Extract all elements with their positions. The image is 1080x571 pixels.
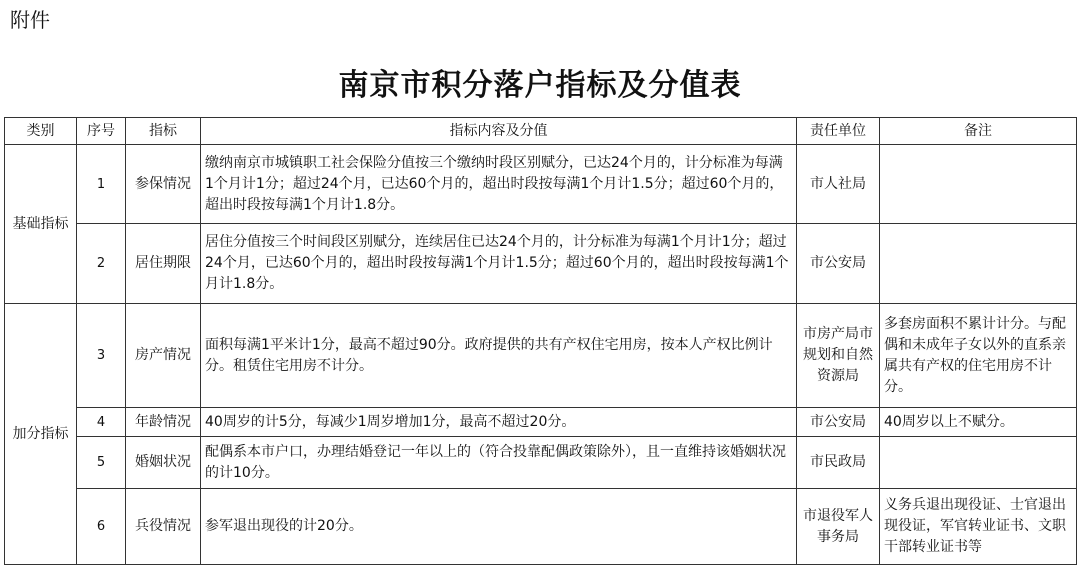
note-cell: 40周岁以上不赋分。 [880,408,1077,437]
indicator-name: 年龄情况 [126,408,201,437]
row-number: 3 [77,304,126,408]
row-number: 6 [77,489,126,565]
column-header-number: 序号 [77,118,126,145]
note-cell: 义务兵退出现役证、士官退出现役证，军官转业证书、文职干部转业证书等 [880,489,1077,565]
column-header-category: 类别 [5,118,77,145]
note-cell [880,224,1077,304]
table-row [5,224,1077,304]
responsible-unit: 市公安局 [797,408,880,437]
column-header-note: 备注 [880,118,1077,145]
row-number: 1 [77,145,126,224]
indicator-name: 婚姻状况 [126,437,201,489]
row-number: 2 [77,224,126,304]
category-cell-bonus: 加分指标 [5,304,77,565]
responsible-unit: 市退役军人事务局 [797,489,880,565]
responsible-unit: 市人社局 [797,145,880,224]
table-row [5,408,1077,437]
score-table [4,117,1077,565]
category-cell-basic: 基础指标 [5,145,77,304]
responsible-unit: 市民政局 [797,437,880,489]
table-row [5,489,1077,565]
indicator-content: 居住分值按三个时间段区别赋分，连续居住已达24个月的，计分标准为每满1个月计1分；超过24个月，已达60个月的，超出时段按每满1个月计1.5分；超过60个月的，超出时段按每满1个月计1.8分。 [201,224,797,304]
responsible-unit: 市房产局市规划和自然资源局 [797,304,880,408]
table-header-row [5,118,1077,145]
indicator-content: 缴纳南京市城镇职工社会保险分值按三个缴纳时段区别赋分，已达24个月的，计分标准为每满1个月计1分；超过24个月，已达60个月的，超出时段按每满1个月计1.5分；超过60个月的，超出时段按每满1个月计1.8分。 [201,145,797,224]
row-number: 5 [77,437,126,489]
column-header-content: 指标内容及分值 [201,118,797,145]
column-header-indicator: 指标 [126,118,201,145]
indicator-content: 参军退出现役的计20分。 [201,489,797,565]
indicator-name: 参保情况 [126,145,201,224]
indicator-name: 房产情况 [126,304,201,408]
note-cell [880,145,1077,224]
column-header-unit: 责任单位 [797,118,880,145]
page-title: 南京市积分落户指标及分值表 [338,68,742,103]
table-row [5,304,1077,408]
table-row [5,437,1077,489]
note-cell: 多套房面积不累计计分。与配偶和未成年子女以外的直系亲属共有产权的住宅用房不计分。 [880,304,1077,408]
indicator-name: 兵役情况 [126,489,201,565]
indicator-content: 面积每满1平米计1分，最高不超过90分。政府提供的共有产权住宅用房，按本人产权比例计分。租赁住宅用房不计分。 [201,304,797,408]
table-row [5,145,1077,224]
indicator-name: 居住期限 [126,224,201,304]
indicator-content: 配偶系本市户口，办理结婚登记一年以上的（符合投靠配偶政策除外），且一直维持该婚姻状况的计10分。 [201,437,797,489]
indicator-content: 40周岁的计5分，每减少1周岁增加1分，最高不超过20分。 [201,408,797,437]
responsible-unit: 市公安局 [797,224,880,304]
note-cell [880,437,1077,489]
attachment-label: 附件 [10,8,50,32]
row-number: 4 [77,408,126,437]
